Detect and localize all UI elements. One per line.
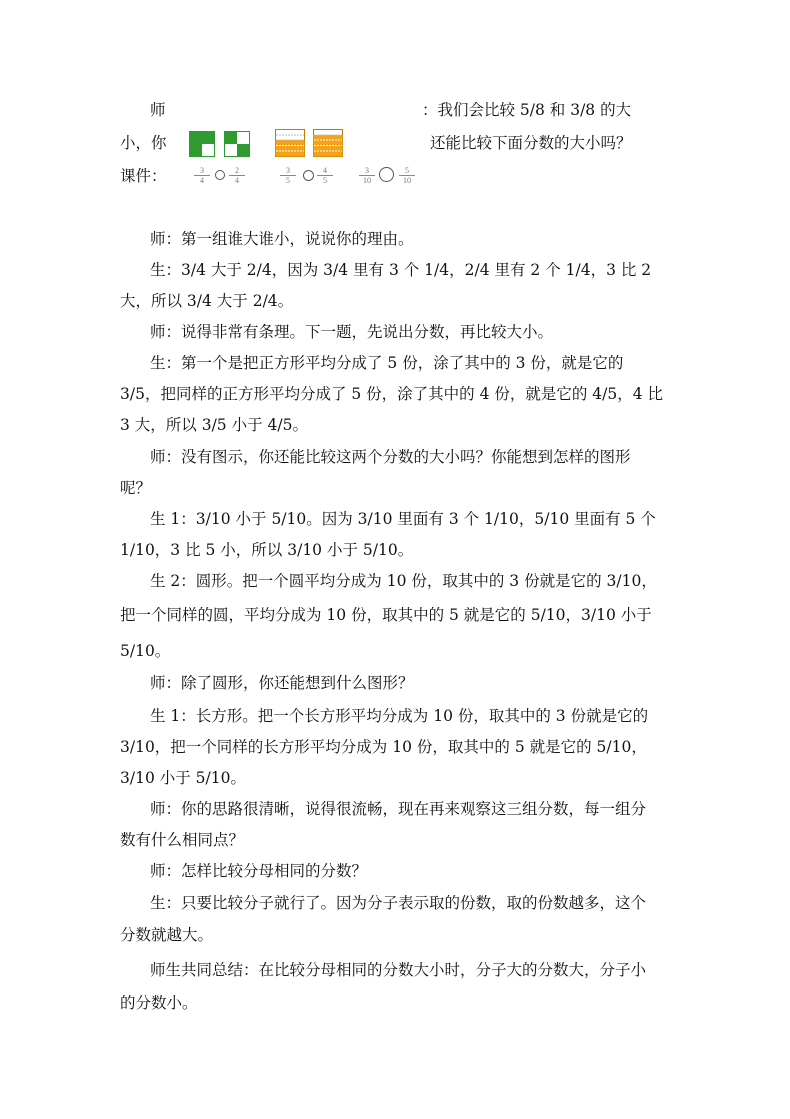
compare-circle xyxy=(215,170,225,180)
compare-circle xyxy=(379,167,394,182)
numerator: 3 xyxy=(280,166,296,176)
fraction-3-5 xyxy=(280,166,296,185)
denominator: 10 xyxy=(403,176,411,185)
fraction-5-10 xyxy=(399,166,415,185)
compare-circle xyxy=(303,170,314,181)
denominator: 10 xyxy=(363,176,371,185)
body-line: 师：第一组谁大谁小，说说你的理由。 xyxy=(150,230,414,248)
body-line: 师：除了圆形，你还能想到什么图形？ xyxy=(150,674,414,692)
body-line: 师：你的思路很清晰，说得很流畅，现在再来观察这三组分数，每一组分 xyxy=(150,800,647,818)
body-line: 生：3/4 大于 2/4，因为 3/4 里有 3 个 1/4，2/4 里有 2 个 1/4，3 比 2 xyxy=(150,261,652,279)
body-line: 分数就越大。 xyxy=(120,926,214,944)
header-left-1: 师 xyxy=(150,101,166,119)
numerator: 5 xyxy=(399,166,415,176)
body-line: 数有什么相同点？ xyxy=(120,831,245,849)
denominator: 5 xyxy=(286,176,290,185)
header-left-3: 课件： xyxy=(120,167,167,185)
fraction-3-10 xyxy=(359,166,375,185)
courseware-figure xyxy=(186,128,426,190)
denominator: 5 xyxy=(323,176,327,185)
body-line: 师：怎样比较分母相同的分数？ xyxy=(150,862,368,880)
body-line: 的分数小。 xyxy=(120,994,198,1012)
body-line: 把一个同样的圆，平均分成为 10 份，取其中的 5 就是它的 5/10，3/10 小于 xyxy=(120,606,652,624)
body-line: 3/5，把同样的正方形平均分成了 5 份，涂了其中的 4 份，就是它的 4/5，4 比 xyxy=(120,385,664,403)
body-line: 师：说得非常有条理。下一题，先说出分数，再比较大小。 xyxy=(150,323,554,341)
denominator: 4 xyxy=(235,176,239,185)
fraction-4-5 xyxy=(317,166,333,185)
body-line: 大，所以 3/4 大于 2/4。 xyxy=(120,292,294,310)
body-line: 生 1：3/10 小于 5/10。因为 3/10 里面有 3 个 1/10，5/10 里面有 5 个 xyxy=(150,510,656,528)
body-line: 生 1：长方形。把一个长方形平均分成为 10 份，取其中的 3 份就是它的 xyxy=(150,707,649,725)
body-line: 生：只要比较分子就行了。因为分子表示取的份数，取的份数越多，这个 xyxy=(150,894,647,912)
header-left-2: 小，你 xyxy=(120,134,167,152)
body-line: 师：没有图示，你还能比较这两个分数的大小吗？你能想到怎样的图形 xyxy=(150,448,631,466)
denominator: 4 xyxy=(200,176,204,185)
body-line: 1/10，3 比 5 小，所以 3/10 小于 5/10。 xyxy=(120,541,414,559)
body-line: 5/10。 xyxy=(120,642,171,660)
body-line: 3 大，所以 3/5 小于 4/5。 xyxy=(120,416,308,434)
orange-bar-3-5 xyxy=(275,129,305,157)
green-square-3-4 xyxy=(189,131,215,157)
body-line: 3/10 小于 5/10。 xyxy=(120,769,246,787)
numerator: 3 xyxy=(194,166,210,176)
numerator: 4 xyxy=(317,166,333,176)
fraction-3-4 xyxy=(194,166,210,185)
body-line: 3/10，把一个同样的长方形平均分成为 10 份，取其中的 5 就是它的 5/10， xyxy=(120,738,647,756)
body-line: 生：第一个是把正方形平均分成了 5 份，涂了其中的 3 份，就是它的 xyxy=(150,354,624,372)
body-line: 师生共同总结：在比较分母相同的分数大小时，分子大的分数大，分子小 xyxy=(150,961,647,979)
numerator: 2 xyxy=(229,166,245,176)
fraction-2-4 xyxy=(229,166,245,185)
orange-bar-4-5 xyxy=(313,129,343,157)
green-square-2-4 xyxy=(224,131,250,157)
header-right-1: ：我们会比较 5/8 和 3/8 的大 xyxy=(422,101,632,119)
header-right-2: 还能比较下面分数的大小吗？ xyxy=(430,134,632,152)
body-line: 生 2：圆形。把一个圆平均分成为 10 份，取其中的 3 份就是它的 3/10， xyxy=(150,572,657,590)
body-line: 呢？ xyxy=(120,479,152,497)
numerator: 3 xyxy=(359,166,375,176)
